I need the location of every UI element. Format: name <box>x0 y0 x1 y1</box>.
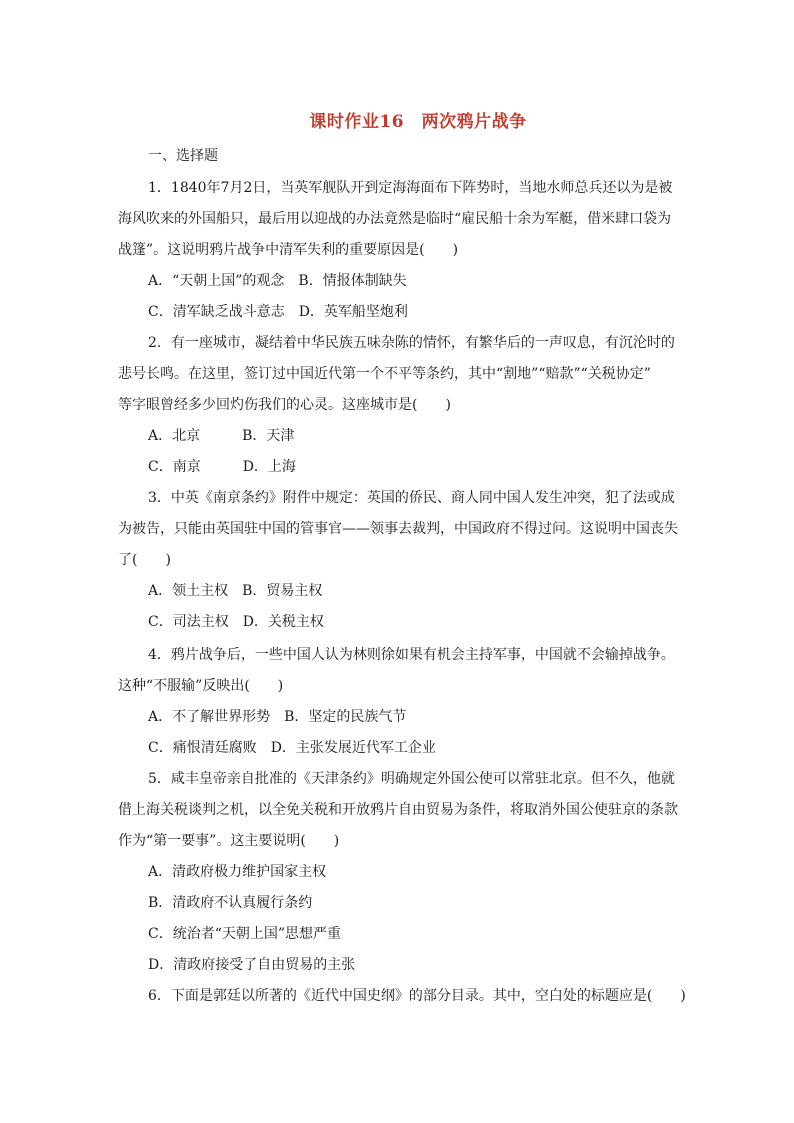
question-3-options-cd: C．司法主权 D．关税主权 <box>148 614 324 630</box>
question-4-options-ab: A．不了解世界形势 B．坚定的民族气节 <box>148 709 407 725</box>
question-2-line-1: 2．有一座城市，凝结着中华民族五味杂陈的情怀，有繁华后的一声叹息，有沉沦时的 <box>148 335 675 351</box>
question-4-line-1: 4．鸦片战争后，一些中国人认为林则徐如果有机会主持军事，中国就不会输掉战争。 <box>148 647 675 663</box>
question-1-line-2: 海风吹来的外国船只，最后用以迎战的办法竟然是临时“雇民船十余为军艇，借米肆口袋为 <box>118 211 672 227</box>
question-3-line-2: 为被告，只能由英国驻中国的管事官——领事去裁判，中国政府不得过问。这说明中国丧失 <box>118 521 678 537</box>
question-3-options-ab: A．领土主权 B．贸易主权 <box>148 583 323 599</box>
question-1-line-1: 1．1840年7月2日，当英军舰队开到定海海面布下阵势时，当地水师总兵还以为是被 <box>148 180 673 196</box>
question-1-options-ab: A．“天朝上国”的观念 B．情报体制缺失 <box>148 273 407 289</box>
question-5-option-d: D．清政府接受了自由贸易的主张 <box>148 957 356 973</box>
question-5-option-b: B．清政府不认真履行条约 <box>148 895 313 911</box>
question-2-line-3: 等字眼曾经多少回灼伤我们的心灵。这座城市是( ) <box>118 397 451 413</box>
question-2-line-2: 悲号长鸣。在这里，签订过中国近代第一个不平等条约，其中“割地”“赔款”“关税协定” <box>118 366 651 382</box>
question-5-option-a: A．清政府极力维护国家主权 <box>148 864 327 880</box>
question-5-line-2: 借上海关税谈判之机，以全免关税和开放鸦片自由贸易为条件，将取消外国公使驻京的条款 <box>118 802 678 818</box>
question-2-options-cd: C．南京 D．上海 <box>148 459 296 475</box>
question-5-option-c: C．统治者“天朝上国”思想严重 <box>148 926 342 942</box>
question-1-options-cd: C．清军缺乏战斗意志 D．英军船坚炮利 <box>148 304 408 320</box>
question-6-line-1: 6．下面是郭廷以所著的《近代中国史纲》的部分目录。其中，空白处的标题应是( ) <box>148 988 686 1004</box>
question-2-options-ab: A．北京 B．天津 <box>148 428 295 444</box>
question-3-line-3: 了( ) <box>118 552 171 568</box>
page-title: 课时作业16 两次鸦片战争 <box>309 112 527 132</box>
question-1-line-3: 战篷”。这说明鸦片战争中清军失利的重要原因是( ) <box>118 242 459 258</box>
question-3-line-1: 3．中英《南京条约》附件中规定：英国的侨民、商人同中国人发生冲突，犯了法或成 <box>148 490 675 506</box>
question-4-options-cd: C．痛恨清廷腐败 D．主张发展近代军工企业 <box>148 740 436 756</box>
question-5-line-1: 5．咸丰皇帝亲自批准的《天津条约》明确规定外国公使可以常驻北京。但不久，他就 <box>148 771 675 787</box>
question-4-line-2: 这种“不服输”反映出( ) <box>118 678 284 694</box>
question-5-line-3: 作为“第一要事”。这主要说明( ) <box>118 833 340 849</box>
section-heading: 一、选择题 <box>148 148 218 164</box>
